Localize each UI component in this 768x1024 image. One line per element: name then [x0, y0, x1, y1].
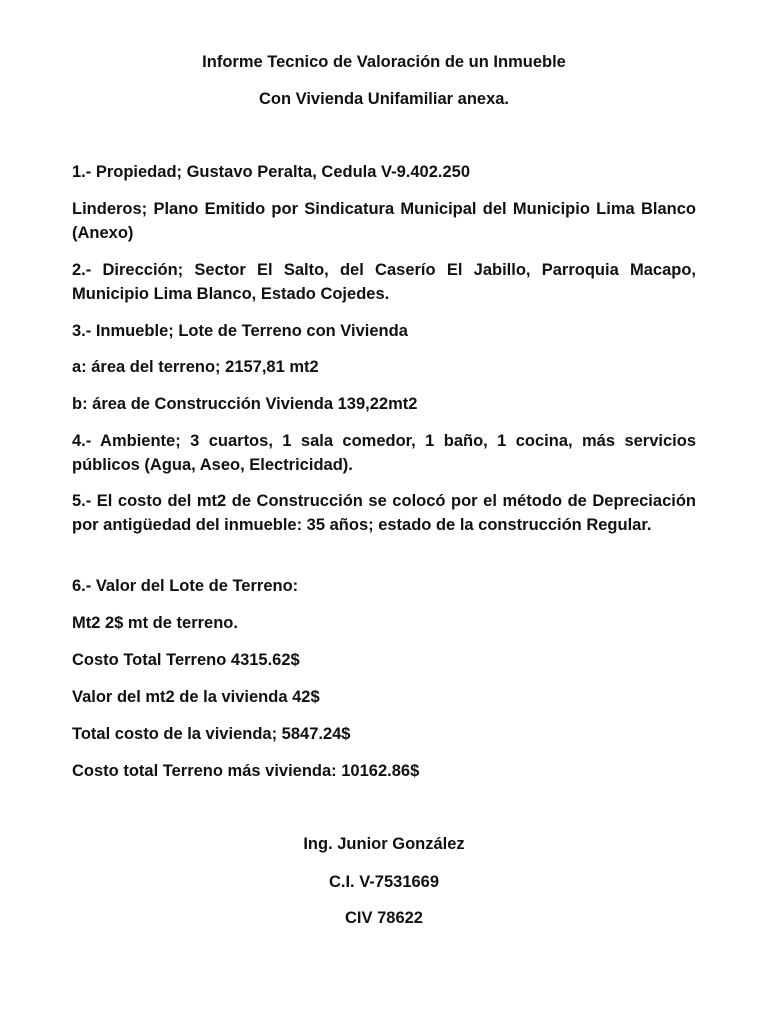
item-inmueble: 3.- Inmueble; Lote de Terreno con Vivienda	[72, 322, 408, 340]
signature-name: Ing. Junior González	[303, 835, 465, 853]
item-area-terreno: a: área del terreno; 2157,81 mt2	[72, 358, 319, 376]
item-costo-total-general: Costo total Terreno más vivienda: 10162.86$	[72, 762, 420, 780]
item-area-construccion: b: área de Construcción Vivienda 139,22mt2	[72, 395, 418, 413]
item-valor-lote: 6.- Valor del Lote de Terreno:	[72, 577, 299, 595]
report-title: Informe Tecnico de Valoración de un Inmueble	[202, 53, 566, 71]
report-subtitle: Con Vivienda Unifamiliar anexa.	[258, 90, 510, 108]
item-costo-total-terreno: Costo Total Terreno 4315.62$	[72, 651, 300, 669]
item-mt2-terreno: Mt2 2$ mt de terreno.	[72, 614, 238, 632]
signature-civ: CIV 78622	[345, 909, 423, 927]
item-propiedad: 1.- Propiedad; Gustavo Peralta, Cedula V-9.402.250	[72, 163, 470, 181]
signature-ci: C.I. V-7531669	[328, 873, 440, 891]
item-total-costo-vivienda: Total costo de la vivienda; 5847.24$	[72, 725, 351, 743]
item-valor-mt2-vivienda: Valor del mt2 de la vivienda 42$	[72, 688, 320, 706]
item-direccion: 2.- Dirección; Sector El Salto, del Caserío El Jabillo, Parroquia Macapo, Municipio Lima Blanco, Estado Cojedes.	[72, 261, 696, 303]
item-ambiente: 4.- Ambiente; 3 cuartos, 1 sala comedor, 1 baño, 1 cocina, más servicios públicos (Agua, Aseo, Electricidad).	[72, 432, 696, 474]
item-linderos: Linderos; Plano Emitido por Sindicatura Municipal del Municipio Lima Blanco (Anexo)	[72, 200, 696, 242]
item-costo-metodo: 5.- El costo del mt2 de Construcción se colocó por el método de Depreciación por antigüedad del inmueble: 35 años; estado de la construcción Regular.	[72, 492, 696, 534]
